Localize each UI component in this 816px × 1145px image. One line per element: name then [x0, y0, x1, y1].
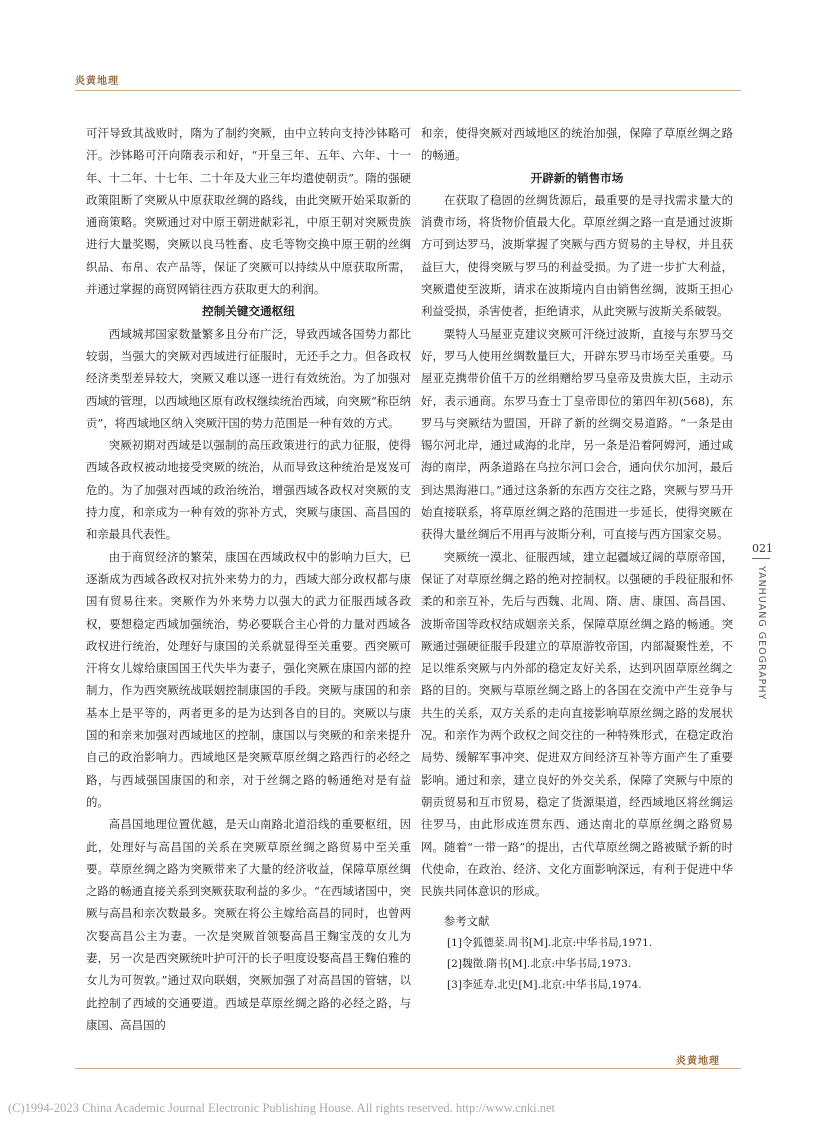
paragraph: 突厥统一漠北、征服西域，建立起疆域辽阔的草原帝国，保证了对草原丝绸之路的绝对控制权。以强硬的手段征服和怀柔的和亲互补，先后与西魏、北周、隋、唐、康国、高昌国、波斯帝国等政权结成姻亲关系，保障草原丝绸之路的畅通。突厥通过强硬征服手段建立的草原游牧帝国，内部凝聚性差，不足以维系突厥与内外部的稳定友好关系，达到巩固草原丝绸之路的目的。突厥与草原丝绸之路上的各国在交流中产生竞争与共生的关系，双方关系的走向直接影响草原丝绸之路的发展状况。和亲作为两个政权之间交往的一种特殊形式，在稳定政治局势、缓解军事冲突、促进双方间经济互补等方面产生了重要影响。通过和亲，建立良好的外交关系，保障了突厥与中原的朝贡贸易和互市贸易，稳定了货源渠道，经西域地区将丝绸运往罗马，由此形成连贯东西、通达南北的草原丝绸之路贸易网。随着“一带一路”的提出，古代草原丝绸之路被赋予新的时代使命，在政治、经济、文化方面影响深远，有利于促进中华民族共同体意识的形成。	[421, 549, 733, 899]
header-journal-name: 炎黄地理	[75, 76, 119, 87]
paragraph: 突厥初期对西域是以强制的高压政策进行的武力征服，使得西域各政权被动地接受突厥的统治，从而导致这种统治是岌岌可危的。为了加强对西域的政治统治，增强西域各政权对突厥的支持力度，和亲成为一种有效的弥补方式，突厥与康国、高昌国的和亲最具代表性。	[86, 438, 411, 542]
reference-item: [2]魏徵.隋书[M].北京:中华书局,1973.	[447, 957, 632, 970]
page-number-divider	[752, 558, 770, 559]
paragraph: 和亲，使得突厥对西域地区的统治加强，保障了草原丝绸之路的畅通。	[421, 126, 733, 163]
copyright-notice: (C)1994-2023 China Academic Journal Electronic Publishing House. All rights reserved. http://www.cnki.net	[8, 1101, 556, 1115]
section-heading: 开辟新的销售市场	[530, 170, 624, 185]
paragraph: 在获取了稳固的丝绸货源后，最重要的是寻找需求量大的消费市场，将货物价值最大化。草原丝绸之路一直是通过波斯方可到达罗马，波斯掌握了突厥与西方贸易的主导权，并且获益巨大，使得突厥与罗马的利益受损。为了进一步扩大利益，突厥遣使至波斯，请求在波斯境内自由销售丝绸，波斯王担心利益受损，杀害使者，拒绝请求，从此突厥与波斯关系破裂。	[421, 192, 733, 319]
reference-item: [3]李延寿.北史[M].北京:中华书局,1974.	[447, 978, 642, 991]
page-number: 021	[752, 542, 773, 555]
paragraph: 高昌国地理位置优越，是天山南路北道沿线的重要枢纽，因此，处理好与高昌国的关系在突厥草原丝绸之路贸易中至关重要。草原丝绸之路为突厥带来了大量的经济收益，保障草原丝绸之路的畅通直接关系到突厥获取利益的多少。“在西域诸国中，突厥与高昌和亲次数最多。突厥在将公主嫁给高昌的同时，也曾两次娶高昌公主为妻。一次是突厥首领娶高昌王麴宝茂的女儿为妻，另一次是西突厥统叶护可汗的长子呾度设娶高昌王麴伯雅的女儿为可贺敦。”通过双向联姻，突厥加强了对高昌国的管辖，以此控制了西域的交通要道。西域是草原丝绸之路的必经之路，与康国、高昌国的	[86, 817, 411, 1032]
paragraph: 由于商贸经济的繁荣，康国在西域政权中的影响力巨大，已逐渐成为西域各政权对抗外来势力的力，西域大部分政权都与康国有贸易往来。突厥作为外来势力以强大的武力征服西域各政权，要想稳定西域加强统治，势必要联合主心骨的力量对西域各政权进行统治，处理好与康国的关系就显得至关重要。西突厥可汗将女儿嫁给康国国王代失毕为妻子，强化突厥在康国内部的控制力，作为西突厥统战联姻控制康国的手段。突厥与康国的和亲基本上是平等的，两者更多的是为达到各自的目的。突厥以与康国的和亲来加强对西域地区的控制，康国以与突厥的和亲来提升自己的政治影响力。西域地区是突厥草原丝绸之路西行的必经之路，与西域强国康国的和亲，对于丝绸之路的畅通绝对是有益的。	[86, 549, 411, 809]
paragraph: 粟特人马屋亚克建议突厥可汗绕过波斯，直接与东罗马交好，罗马人使用丝绸数量巨大，开辟东罗马市场至关重要。马屋亚克携带价值千万的丝绢赠给罗马皇帝及贵族大臣，主动示好，表示通商。东罗马查士丁皇帝即位的第四年初(568)，东罗马与突厥结为盟国，开辟了新的丝绸交易道路。“一条是由锡尔河北岸，通过咸海的北岸，另一条是沿着阿姆河，通过咸海的南岸，两条道路在乌拉尔河口会合，通向伏尔加河，最后到达黑海港口。”通过这条新的东西方交往之路，突厥与罗马开始直接联系，将草原丝绸之路的范围进一步延长，使得突厥在获得大量丝绸后不用再与波斯分利，可直接与西方国家交易。	[421, 326, 733, 542]
footer-journal-name: 炎黄地理	[676, 1056, 720, 1067]
reference-item: [1]令狐德棻.周书[M].北京:中华书局,1971.	[447, 936, 653, 949]
references-title: 参考文献	[443, 914, 490, 929]
paragraph: 可汗导致其战败时，隋为了制约突厥，由中立转向支持沙钵略可汗。沙钵略可汗向隋表示和好，“开皇三年、五年、六年、十一年、十二年、十七年、二十年及大业三年均遣使朝贡”。隋的强硬政策阻断了突厥从中原获取丝绸的路线，由此突厥开始采取新的通商策略。突厥通过对中原王朝进献彩礼，中原王朝对突厥贵族进行大量奖赐，突厥以良马牲畜、皮毛等物交换中原王朝的丝绸织品、布帛、农产品等，保证了突厥可以持续从中原获取所需，并通过掌握的商贸网销往西方获取更大的利润。	[86, 126, 411, 297]
footer-divider	[75, 1068, 741, 1069]
left-column	[86, 122, 411, 1036]
section-heading: 控制关键交通枢纽	[202, 304, 295, 319]
header-divider	[75, 90, 741, 91]
side-journal-label: YANHUANG GEOGRAPHY	[756, 566, 767, 701]
paragraph: 西域城邦国家数量繁多且分布广泛，导致西域各国势力都比较弱，当强大的突厥对西域进行征服时，无还手之力。但各政权经济类型差异较大，突厥又难以逐一进行有效统治。为了加强对西域的管理，以西域地区原有政权继续统治西域，向突厥“称臣纳贡”，将西域地区纳入突厥汗国的势力范围是一种有效的方式。	[86, 326, 411, 430]
right-column	[421, 122, 733, 996]
